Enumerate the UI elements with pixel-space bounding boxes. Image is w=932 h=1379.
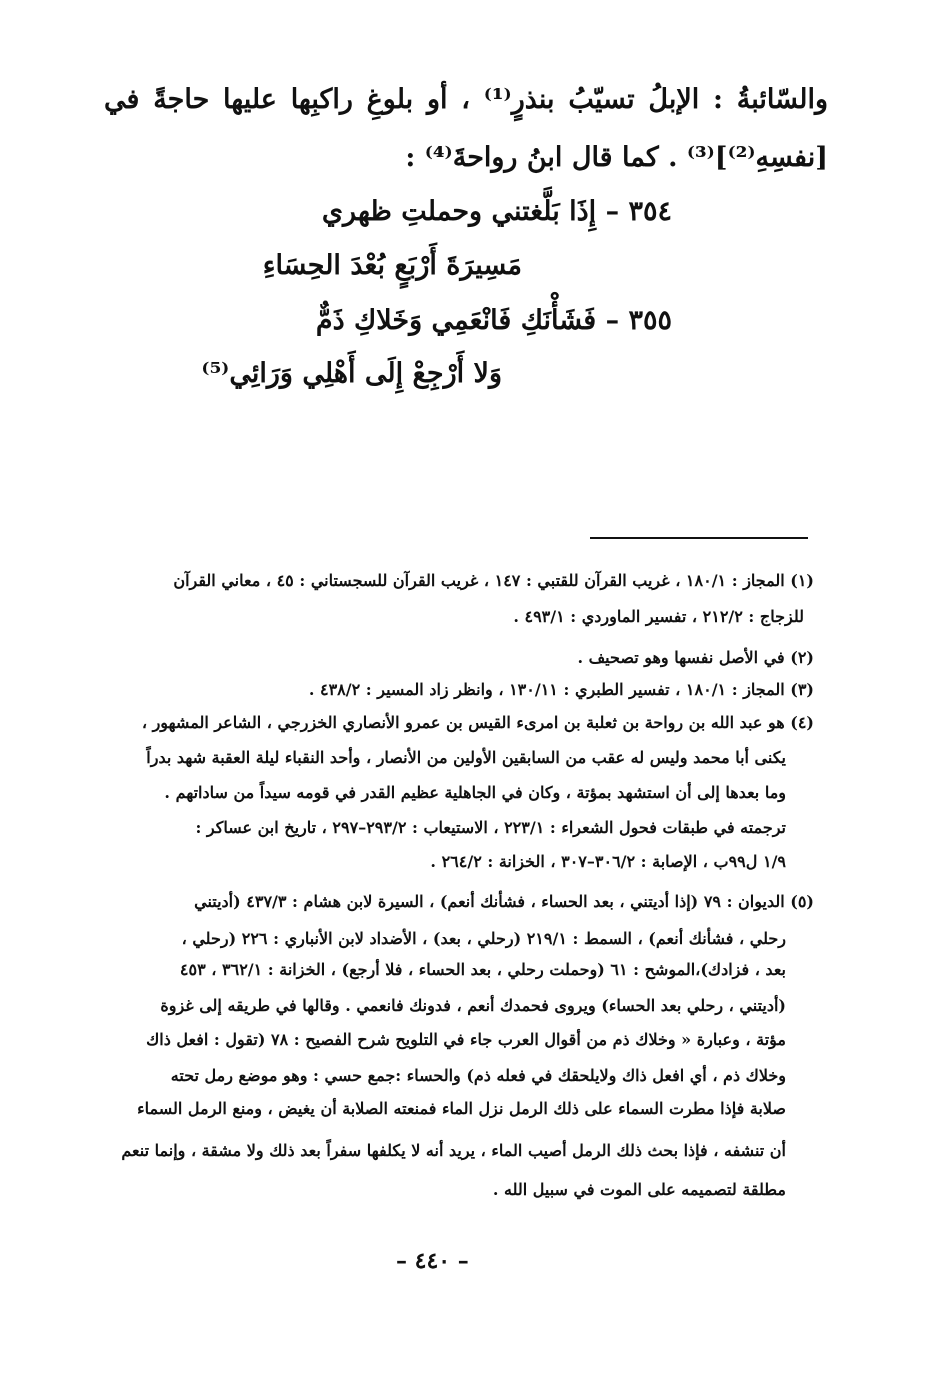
- page-number: – ٤٤٠ –: [396, 1248, 469, 1274]
- footnote-line: يكنى أبا محمد وليس له عقب من السابقين الأولين من الأنصار ، وأحد النقباء ليلة العقبة شهد بدراً: [146, 748, 786, 767]
- footnote-line: (٢) في الأصل نفسها وهو تصحيف .: [577, 648, 814, 667]
- footnote-line: وخلاك ذم ، أي افعل ذاك ولايلحقك في فعله ذم) والحساء :جمع حسي : وهو موضع رمل تحته: [170, 1066, 786, 1085]
- verse-355-second-hemistich: وَلا أَرْجِعْ إِلَى أَهْلِي وَرَائِي⁽⁵⁾: [201, 358, 502, 389]
- footnote-line: وما بعدها إلى أن استشهد بمؤتة ، وكان في الجاهلية عظيم القدر في قومه سيداً من ساداتهم .: [164, 783, 786, 802]
- footnote-line: ١/٩ ل٩٩ب ، الإصابة : ٣٠٦/٢–٣٠٧ ، الخزانة : ٢٦٤/٢ .: [430, 852, 786, 871]
- footnote-line: للزجاج : ٢١٢/٢ ، تفسير الماوردي : ٤٩٣/١ .: [513, 607, 804, 626]
- footnote-line: مؤتة ، وعبارة « وخلاك ذم من أقوال العرب جاء في التلويح شرح الفصيح : ٧٨ (تقول : افعل ذاك: [146, 1030, 786, 1049]
- footnote-line: مطلقة لتصميمه على الموت في سبيل الله .: [492, 1180, 786, 1199]
- footnote-line: رحلي ، فشأنك أنعم) ، السمط : ٢١٩/١ (رحلي ، بعد) ، الأضداد لابن الأنباري : ٢٢٦ (رحلي ،: [181, 929, 786, 948]
- footnote-line: (أديتني ، رحلي بعد الحساء) ويروى فحمدك أنعم ، فدونك فانعمي . وقالها في طريقه إلى غزوة: [160, 996, 786, 1015]
- footnote-line: بعد ، فزادك)،الموشح : ٦١ (وحملت رحلي ، بعد الحساء ، فلا أرجع) ، الخزانة : ٣٦٢/١ ، ٤٥٣: [179, 960, 786, 979]
- footnote-line: صلابة فإذا مطرت السماء على ذلك الرمل نزل الماء فمنعته الصلابة أن يغيض ، ومنع الرمل السماء: [137, 1099, 786, 1118]
- footnote-line: (٤) هو عبد الله بن رواحة بن ثعلبة بن امرىء القيس بن عمرو الأنصاري الخزرجي ، الشاعر المشهور ،: [141, 713, 814, 732]
- footnote-line: ترجمته في طبقات فحول الشعراء : ٢٢٣/١ ، الاستيعاب : ٢٩٣/٢–٢٩٧ ، تاريخ ابن عساكر :: [195, 818, 786, 837]
- footnote-line: (٥) الديوان : ٧٩ (إذا أديتني ، بعد الحساء ، فشأنك أنعم) ، السيرة لابن هشام : ٤٣٧/٣ (أديتني: [194, 892, 814, 911]
- footnote-line: أن تنشفه ، فإذا بحث ذلك الرمل أصيب الماء ، يريد أنه لا يكلفها سفراً بعد ذلك ولا مشقة ، وإنما تنعم: [121, 1141, 786, 1160]
- footnote-separator: [590, 537, 808, 539]
- verse-354-first-hemistich: ٣٥٤ – إِذَا بَلَّغتني وحملتِ ظهري: [321, 196, 672, 227]
- footnote-line: (٣) المجاز : ١٨٠/١ ، تفسير الطبري : ١٣٠/١١ ، وانظر زاد المسير : ٤٣٨/٢ .: [308, 680, 814, 699]
- verse-355-first-hemistich: ٣٥٥ – فَشَأْنَكِ فَانْعَمِي وَخَلاكِ ذَمٌّ: [315, 305, 672, 336]
- main-text-line-2: [نفسِهِ⁽²⁾]⁽³⁾ . كما قال ابنُ رواحةَ⁽⁴⁾ :: [405, 142, 828, 173]
- main-text-line-1: والسّائبةُ : الإبلُ تسيّبُ بنذرٍ⁽¹⁾ ، أو بلوغِ راكبِها عليها حاجةً في: [104, 84, 828, 115]
- verse-354-second-hemistich: مَسِيرَةَ أَرْبَعٍ بُعْدَ الحِسَاءِ: [262, 250, 522, 281]
- footnote-line: (١) المجاز : ١٨٠/١ ، غريب القرآن للقتبي : ١٤٧ ، غريب القرآن للسجستاني : ٤٥ ، معاني القرآن: [173, 571, 814, 590]
